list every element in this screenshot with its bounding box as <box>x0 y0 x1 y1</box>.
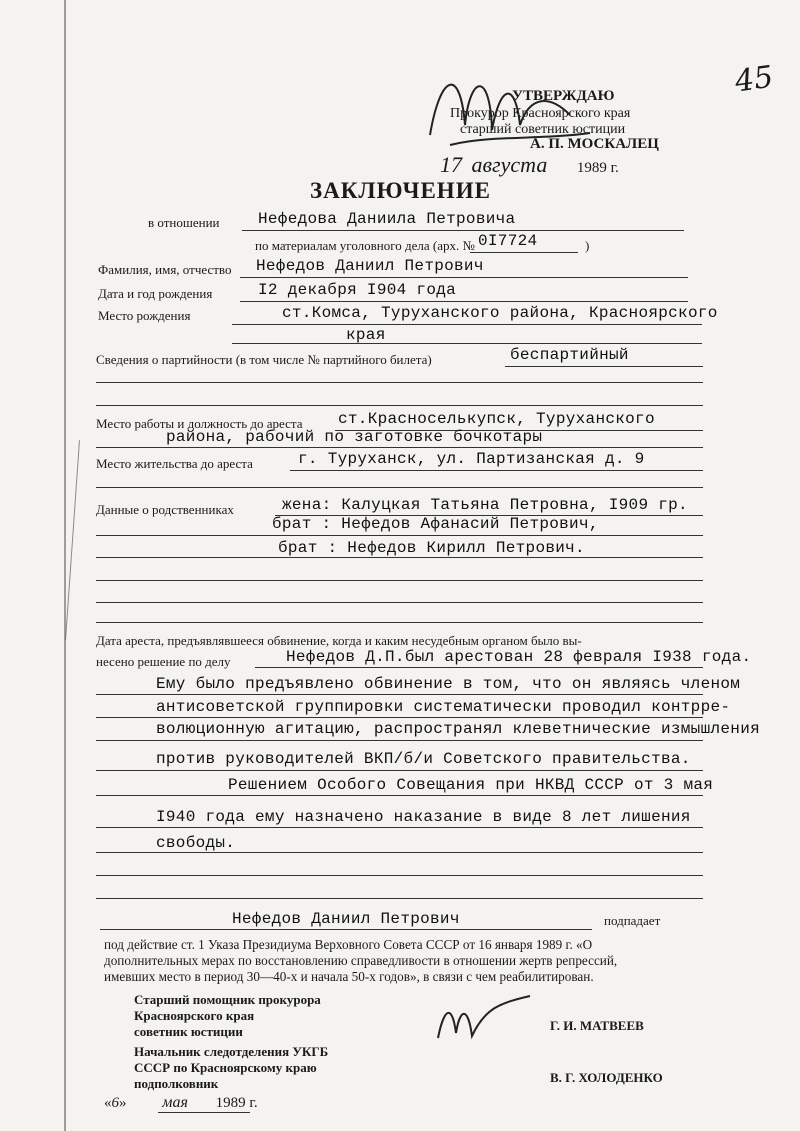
dob-label: Дата и год рождения <box>98 286 213 301</box>
binding-edge <box>64 0 66 1131</box>
pob-label: Место рождения <box>98 308 191 323</box>
approval-title: УТВЕРЖДАЮ <box>512 88 615 104</box>
arrest-label-line2: несено решение по делу <box>96 654 231 669</box>
approval-name: А. П. МОСКАЛЕЦ <box>530 136 659 152</box>
relatives-line2: брат : Нефедов Афанасий Петрович, <box>272 515 599 533</box>
arrest-text-5: Решением Особого Совещания при НКВД СССР от 3 мая <box>228 776 714 794</box>
signer2-line3: подполковник <box>134 1076 219 1091</box>
approval-line2: старший советник юстиции <box>460 122 626 137</box>
case-label: по материалам уголовного дела (арх. № <box>255 238 475 253</box>
approval-line1: Прокурор Красноярского края <box>450 106 631 121</box>
arrest-text-4: против руководителей ВКП/б/и Советского правительства. <box>156 750 691 768</box>
date-day: 6 <box>111 1095 119 1111</box>
work-label: Место работы и должность до ареста <box>96 416 303 431</box>
conclusion-text1: под действие ст. 1 Указа Президиума Верховного Совета СССР от 16 января 1989 г. «О <box>104 937 593 952</box>
signer2-line2: СССР по Красноярскому краю <box>134 1060 317 1075</box>
date-month: мая <box>162 1094 188 1111</box>
relatives-label: Данные о родственниках <box>96 502 234 517</box>
work-value-line2: района, рабочий по заготовке бочкотары <box>166 428 543 446</box>
signer2-line1: Начальник следотделения УКГБ <box>134 1044 329 1059</box>
arrest-label-line1: Дата ареста, предъявлявшееся обвинение, когда и каким несудебным органом было вы- <box>96 633 582 648</box>
name-label: Фамилия, имя, отчество <box>98 262 232 277</box>
relatives-line3: брат : Нефедов Кирилл Петрович. <box>278 539 585 557</box>
date-close: » <box>119 1095 127 1111</box>
conclusion-subject: подпадает <box>604 913 661 928</box>
arrest-text-7: свободы. <box>156 834 236 852</box>
arrest-text-2: антисоветской группировки систематически проводил контрре- <box>156 698 731 716</box>
residence-label: Место жительства до ареста <box>96 456 253 471</box>
arrest-text-0: Нефедов Д.П.был арестован 28 февраля I938 года. <box>286 648 752 666</box>
arrest-text-3: волюционную агитацию, распространял клеветнические измышления <box>156 720 760 738</box>
conclusion-text2: дополнительных мерах по восстановлению справедливости в отношении жертв репрессий, <box>104 953 618 968</box>
pob-value-line2: края <box>346 326 386 344</box>
pob-value-line1: ст.Комса, Туруханского района, Красноярского <box>282 304 718 322</box>
conclusion-text3: имевших место в период 30—40-х и начала 50-х годов», в связи с чем реабилитирован. <box>104 969 594 984</box>
signer1-line1: Старший помощник прокурора <box>134 992 321 1007</box>
residence-value: г. Туруханск, ул. Партизанская д. 9 <box>298 450 645 468</box>
signer2-name: В. Г. ХОЛОДЕНКО <box>550 1070 663 1085</box>
case-close: ) <box>585 238 590 253</box>
page-title: ЗАКЛЮЧЕНИЕ <box>310 178 491 203</box>
name-value: Нефедов Даниил Петрович <box>256 257 484 275</box>
date-year: 1989 г. <box>215 1095 258 1111</box>
relatives-line1: жена: Калуцкая Татьяна Петровна, I909 гр. <box>282 496 688 514</box>
party-label: Сведения о партийности (в том числе № партийного билета) <box>96 352 432 367</box>
conclusion-person: Нефедов Даниил Петрович <box>232 910 460 928</box>
binding-thread <box>65 440 80 640</box>
dob-value: I2 декабря I904 года <box>258 281 457 299</box>
approval-date-month: августа <box>471 152 548 177</box>
work-value-line1: ст.Красноселькупск, Туруханского <box>338 410 655 428</box>
approval-signature <box>420 55 600 165</box>
signer1-line3: советник юстиции <box>134 1024 243 1039</box>
approval-date-year: 1989 г. <box>576 160 619 176</box>
document-date <box>104 1094 258 1112</box>
regarding-value: Нефедова Даниила Петровича <box>258 210 516 228</box>
signer1-line2: Красноярского края <box>134 1008 255 1023</box>
arrest-text-6: I940 года ему назначено наказание в виде 8 лет лишения <box>156 808 691 826</box>
date-open: « <box>104 1095 112 1111</box>
regarding-label: в отношении <box>148 215 220 230</box>
corner-number: 45 <box>732 59 776 100</box>
signer1-name: Г. И. МАТВЕЕВ <box>550 1018 644 1033</box>
arrest-text-1: Ему было предъявлено обвинение в том, что он являясь членом <box>156 675 741 693</box>
signer1-signature <box>430 988 550 1048</box>
approval-date-day: 17 <box>440 152 462 177</box>
party-value: беспартийный <box>510 346 629 364</box>
case-number: 0I7724 <box>478 232 538 250</box>
